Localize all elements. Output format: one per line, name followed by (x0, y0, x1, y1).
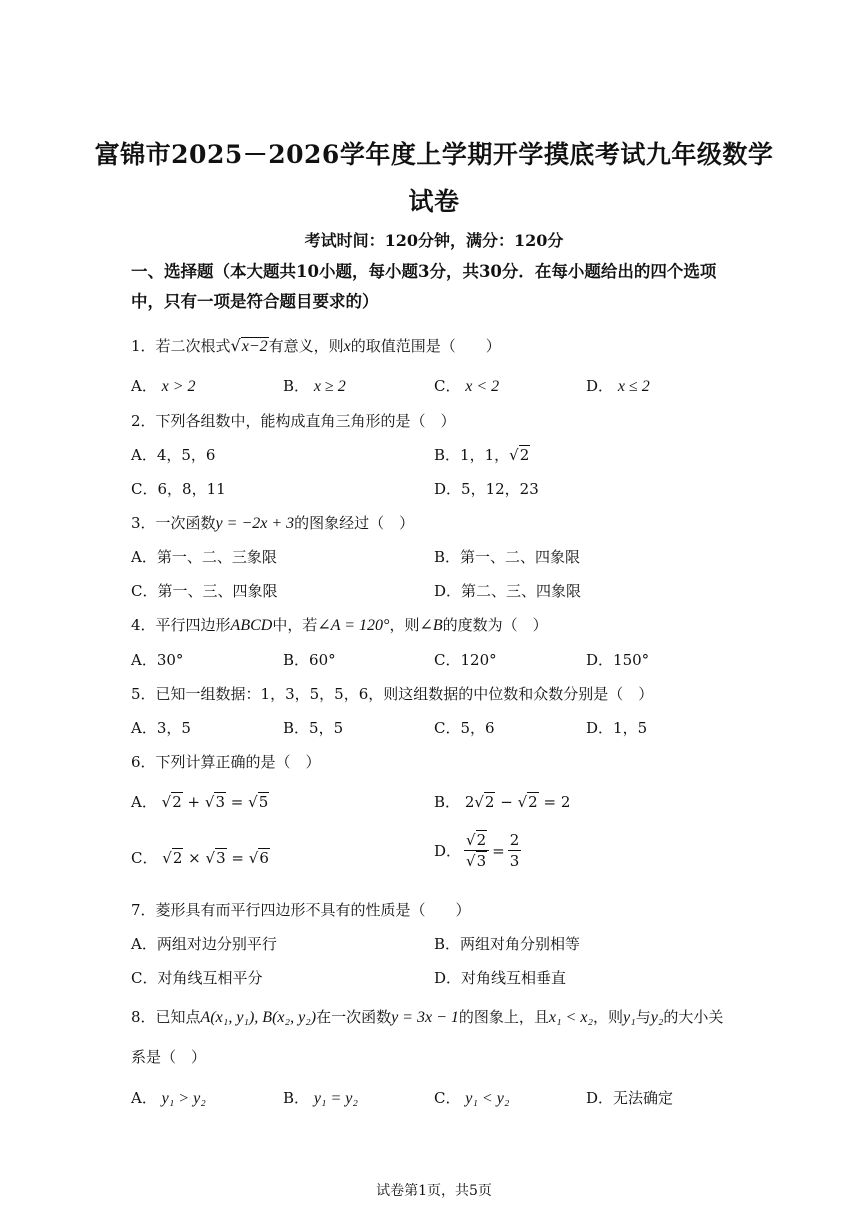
q8-function: y = 3x − 1 (391, 1009, 459, 1026)
q1-stem-pre: 1．若二次根式 (131, 337, 231, 355)
q8-y2: y₂ (650, 1009, 664, 1026)
q4-option-c: C．120° (434, 651, 497, 669)
q8-option-a-value: y₁ > y₂ (161, 1090, 206, 1107)
q8-points: A(x₁, y₁), B(x₂, y₂) (200, 1009, 317, 1026)
q3-stem-post: 的图象经过（ ） (294, 514, 415, 532)
q1-option-d-label: D． (586, 377, 614, 395)
q3-function: y = −2x + 3 (215, 515, 295, 532)
q6a-op: + (187, 793, 201, 811)
q3-stem-pre: 3．一次函数 (131, 514, 216, 532)
q1-option-d-value: x ≤ 2 (617, 378, 650, 395)
q2-option-a: A．4，5，6 (131, 446, 216, 464)
q1-option-c-value: x < 2 (465, 378, 500, 395)
q8-y1: y₁ (623, 1009, 636, 1026)
q6a-rad2: 3 (215, 793, 225, 811)
q5-option-b: B．5，5 (283, 719, 344, 737)
q1-radical: √x−2 (230, 336, 268, 355)
q8-stem-mid1: 在一次函数 (316, 1008, 392, 1026)
q6c-rad1: 2 (172, 849, 183, 867)
q4-stem-pre: 4．平行四边形 (131, 616, 231, 634)
q8-option-a (131, 1087, 206, 1108)
question-3-stem (131, 512, 414, 533)
q6-option-b-label: B． (434, 793, 461, 811)
q3-option-b: B．第一、二、四象限 (434, 548, 581, 566)
q6d-eq: = (492, 841, 505, 860)
q3-option-d: D．第二、三、四象限 (434, 582, 582, 600)
q6-option-d-label: D． (434, 842, 462, 860)
q7-option-c: C．对角线互相平分 (131, 969, 263, 987)
q6d-num: 2 (476, 831, 487, 849)
q4-stem-mid2: ，则 (389, 616, 420, 634)
exam-title-line1: 富锦市2025－2026学年度上学期开学摸底考试九年级数学 (94, 140, 774, 169)
q2-option-c: C．6，8，11 (131, 480, 226, 498)
q1-option-b-value: x ≥ 2 (313, 378, 346, 395)
q1-stem-post: 的取值范围是（ ） (350, 337, 501, 355)
q3-option-a: A．第一、二、三象限 (131, 548, 277, 566)
q1-var: x (343, 338, 351, 355)
q1-radicand: x−2 (241, 338, 268, 355)
section-heading: 一、选择题（本大题共10小题，每小题3分，共30分．在每小题给出的四个选项中，只有一项是符合题目要求的） (131, 262, 717, 311)
q8-and: 与 (635, 1008, 651, 1026)
exam-info: 考试时间：120分钟，满分：120分 (304, 231, 564, 250)
q6a-rad3: 5 (258, 793, 269, 811)
q8-condition: x₁ < x₂ (548, 1009, 594, 1026)
q1-option-a (131, 375, 196, 396)
q2-option-d: D．5，12，23 (434, 480, 539, 498)
q8-option-c (434, 1087, 509, 1108)
q6c-op: × (188, 849, 201, 867)
q5-option-d: D．1，5 (586, 719, 648, 737)
q6c-rad3: 6 (259, 849, 269, 867)
q8-option-c-label: C． (434, 1089, 461, 1107)
question-1-stem (131, 335, 501, 356)
q8-option-c-value: y₁ < y₂ (465, 1090, 510, 1107)
q7-option-b: B．两组对角分别相等 (434, 935, 581, 953)
question-5-stem: 5．已知一组数据：1，3，5，5，6，则这组数据的中位数和众数分别是（ ） (131, 685, 654, 703)
q8-stem-mid3: ，则 (593, 1008, 624, 1026)
q4-option-b: B．60° (283, 651, 336, 669)
exam-title-line2: 试卷 (408, 187, 460, 216)
q4-stem-mid1: 中，若 (272, 616, 318, 634)
question-8-stem (131, 1006, 723, 1027)
q2-option-b: B．1，1，√2 (434, 446, 530, 464)
q4-option-d: D．150° (586, 651, 650, 669)
q6d-frac-right (508, 830, 522, 871)
q6b-coef: 2 (464, 793, 475, 811)
question-8-stem-line2: 系是（ ） (131, 1048, 207, 1066)
q8-option-b-value: y₁ = y₂ (313, 1090, 358, 1107)
q1-stem-mid: 有意义，则 (268, 337, 344, 355)
q6d-den: 3 (476, 852, 487, 870)
q8-stem-pre: 8．已知点 (131, 1008, 201, 1026)
q1-option-a-label: A． (131, 377, 157, 395)
question-7-stem: 7．菱形具有而平行四边形不具有的性质是（ ） (131, 901, 471, 919)
q1-option-b (283, 375, 346, 396)
q2-option-b-text: B．1，1， (434, 446, 510, 464)
q4-angle-a: ∠A = 120° (317, 617, 390, 634)
q6-option-a-label: A． (131, 793, 157, 811)
q6b-rad1: 2 (484, 793, 495, 811)
q6c-eq: = (231, 849, 244, 867)
q2-option-b-radicand: 2 (519, 446, 530, 464)
q6d-rden: 3 (509, 852, 520, 870)
question-6-stem: 6．下列计算正确的是（ ） (131, 753, 321, 771)
question-2-stem: 2．下列各组数中，能构成直角三角形的是（ ） (131, 412, 456, 430)
q1-option-c (434, 375, 499, 396)
q4-angle-b: ∠B (419, 617, 443, 634)
q4-stem-post: 的度数为（ ） (442, 616, 548, 634)
q5-option-c: C．5，6 (434, 719, 495, 737)
q6d-frac-left: $\frac{√2}{√3}$ (464, 830, 489, 871)
page-footer: 试卷第1页，共5页 (376, 1183, 492, 1199)
q6b-op: − (500, 793, 513, 811)
q5-option-a: A．3，5 (131, 719, 191, 737)
q6a-rad1: 2 (172, 793, 182, 811)
q6-option-c: C． √2 × √3 = √6 (131, 849, 269, 867)
q6a-eq: = (230, 793, 244, 811)
q3-option-c: C．第一、三、四象限 (131, 582, 278, 600)
q8-option-a-label: A． (131, 1089, 157, 1107)
q7-option-a: A．两组对边分别平行 (131, 935, 277, 953)
q1-option-c-label: C． (434, 377, 461, 395)
q8-option-b-label: B． (283, 1089, 310, 1107)
q8-option-d: D．无法确定 (586, 1089, 674, 1107)
q1-option-a-value: x > 2 (161, 378, 196, 395)
q6b-rad2: 2 (528, 793, 538, 811)
q8-option-b (283, 1087, 358, 1108)
q6-option-b: B． 2√2 − √2 = 2 (434, 793, 571, 811)
q6-option-a: A． √2 + √3 = √5 (131, 793, 269, 811)
q6c-rad2: 3 (216, 849, 226, 867)
q4-option-a: A．30° (131, 651, 184, 669)
q1-option-b-label: B． (283, 377, 310, 395)
q6-option-d (434, 830, 524, 871)
q1-option-d (586, 375, 650, 396)
q6d-rnum: 2 (509, 831, 520, 849)
q8-stem-post: 的大小关 (663, 1008, 724, 1026)
question-4-stem (131, 614, 548, 635)
q8-stem-mid2: 的图象上，且 (458, 1008, 549, 1026)
q6-option-c-label: C． (131, 849, 158, 867)
q4-shape: ABCD (230, 617, 273, 634)
q6b-result: = 2 (543, 793, 571, 811)
q7-option-d: D．对角线互相垂直 (434, 969, 567, 987)
